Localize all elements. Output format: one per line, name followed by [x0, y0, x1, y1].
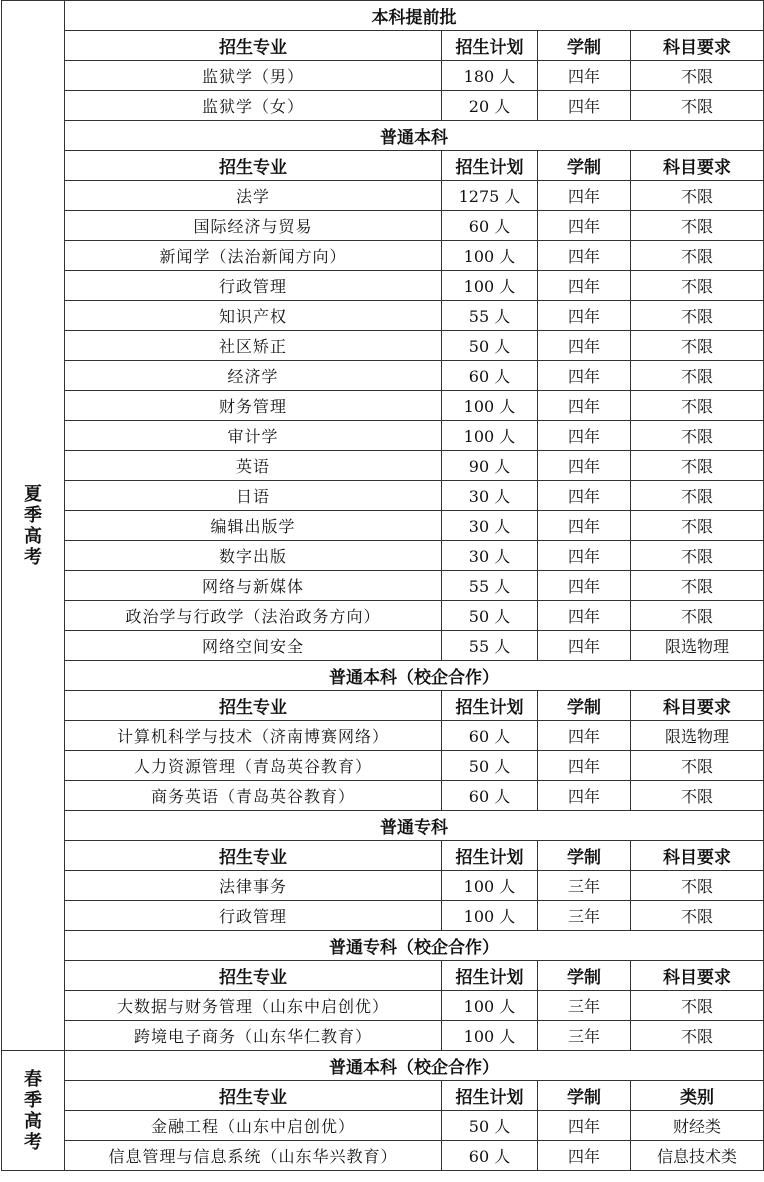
header-plan: 招生计划	[442, 841, 538, 871]
header-category: 类别	[631, 1081, 764, 1111]
plan-cell: 60 人	[442, 361, 538, 391]
section-title-row	[2, 1, 764, 31]
plan-cell: 100 人	[442, 391, 538, 421]
header-requirement: 科目要求	[631, 841, 764, 871]
plan-cell: 100 人	[442, 241, 538, 271]
header-plan: 招生计划	[442, 31, 538, 61]
requirement-cell: 不限	[631, 451, 764, 481]
requirement-cell: 不限	[631, 211, 764, 241]
category-char: 考	[24, 1131, 42, 1153]
section-title: 普通本科（校企合作）	[65, 1051, 764, 1081]
header-major: 招生专业	[65, 1081, 442, 1111]
major-cell: 日语	[65, 481, 442, 511]
duration-cell: 四年	[538, 301, 631, 331]
header-duration: 学制	[538, 691, 631, 721]
table-row	[2, 571, 764, 601]
plan-cell: 50 人	[442, 1111, 538, 1141]
table-row	[2, 391, 764, 421]
section-title-row	[2, 121, 764, 151]
major-cell: 跨境电子商务（山东华仁教育）	[65, 1021, 442, 1051]
requirement-cell: 限选物理	[631, 721, 764, 751]
header-duration: 学制	[538, 1081, 631, 1111]
duration-cell: 四年	[538, 61, 631, 91]
plan-cell: 55 人	[442, 631, 538, 661]
header-duration: 学制	[538, 961, 631, 991]
header-plan: 招生计划	[442, 691, 538, 721]
category-char: 季	[24, 1089, 42, 1111]
requirement-cell: 不限	[631, 781, 764, 811]
major-cell: 法律事务	[65, 871, 442, 901]
category-char: 春	[24, 1068, 42, 1090]
plan-cell: 100 人	[442, 991, 538, 1021]
duration-cell: 四年	[538, 391, 631, 421]
requirement-cell: 不限	[631, 541, 764, 571]
major-cell: 财务管理	[65, 391, 442, 421]
header-major: 招生专业	[65, 841, 442, 871]
plan-cell: 100 人	[442, 1021, 538, 1051]
table-row	[2, 481, 764, 511]
header-plan: 招生计划	[442, 961, 538, 991]
header-duration: 学制	[538, 31, 631, 61]
major-cell: 知识产权	[65, 301, 442, 331]
header-requirement: 科目要求	[631, 31, 764, 61]
requirement-cell: 不限	[631, 421, 764, 451]
requirement-cell: 不限	[631, 511, 764, 541]
header-plan: 招生计划	[442, 151, 538, 181]
table-row	[2, 991, 764, 1021]
major-cell: 行政管理	[65, 271, 442, 301]
major-cell: 计算机科学与技术（济南博赛网络）	[65, 721, 442, 751]
table-row	[2, 451, 764, 481]
header-requirement: 科目要求	[631, 961, 764, 991]
plan-cell: 55 人	[442, 301, 538, 331]
major-cell: 政治学与行政学（法治政务方向）	[65, 601, 442, 631]
requirement-cell: 不限	[631, 241, 764, 271]
header-major: 招生专业	[65, 151, 442, 181]
header-plan: 招生计划	[442, 1081, 538, 1111]
requirement-cell: 不限	[631, 601, 764, 631]
major-cell: 监狱学（女）	[65, 91, 442, 121]
plan-cell: 30 人	[442, 541, 538, 571]
header-requirement: 科目要求	[631, 151, 764, 181]
requirement-cell: 不限	[631, 481, 764, 511]
major-cell: 法学	[65, 181, 442, 211]
header-major: 招生专业	[65, 691, 442, 721]
duration-cell: 四年	[538, 631, 631, 661]
major-cell: 行政管理	[65, 901, 442, 931]
table-row	[2, 1111, 764, 1141]
table-row	[2, 1141, 764, 1171]
major-cell: 编辑出版学	[65, 511, 442, 541]
duration-cell: 三年	[538, 871, 631, 901]
plan-cell: 60 人	[442, 781, 538, 811]
category-char: 考	[24, 546, 42, 568]
duration-cell: 四年	[538, 271, 631, 301]
section-title-row	[2, 931, 764, 961]
table-row	[2, 61, 764, 91]
header-duration: 学制	[538, 151, 631, 181]
table-row	[2, 331, 764, 361]
category-char: 夏	[24, 483, 42, 505]
requirement-cell: 不限	[631, 571, 764, 601]
table-row	[2, 271, 764, 301]
duration-cell: 四年	[538, 721, 631, 751]
duration-cell: 四年	[538, 421, 631, 451]
major-cell: 大数据与财务管理（山东中启创优）	[65, 991, 442, 1021]
plan-cell: 100 人	[442, 901, 538, 931]
requirement-cell: 不限	[631, 991, 764, 1021]
plan-cell: 180 人	[442, 61, 538, 91]
column-header-row	[2, 691, 764, 721]
column-header-row	[2, 151, 764, 181]
major-cell: 网络与新媒体	[65, 571, 442, 601]
duration-cell: 四年	[538, 511, 631, 541]
table-row	[2, 901, 764, 931]
major-cell: 商务英语（青岛英谷教育）	[65, 781, 442, 811]
table-row	[2, 511, 764, 541]
duration-cell: 四年	[538, 751, 631, 781]
table-row	[2, 751, 764, 781]
major-cell: 人力资源管理（青岛英谷教育）	[65, 751, 442, 781]
plan-cell: 1275 人	[442, 181, 538, 211]
section-title: 本科提前批	[65, 1, 764, 31]
table-body	[2, 1, 764, 1171]
table-row	[2, 871, 764, 901]
duration-cell: 三年	[538, 1021, 631, 1051]
category-char: 季	[24, 504, 42, 526]
plan-cell: 100 人	[442, 421, 538, 451]
plan-cell: 60 人	[442, 1141, 538, 1171]
major-cell: 金融工程（山东中启创优）	[65, 1111, 442, 1141]
duration-cell: 四年	[538, 1111, 631, 1141]
requirement-cell: 不限	[631, 301, 764, 331]
duration-cell: 四年	[538, 181, 631, 211]
section-title: 普通本科（校企合作）	[65, 661, 764, 691]
plan-cell: 20 人	[442, 91, 538, 121]
table-row	[2, 241, 764, 271]
header-requirement: 科目要求	[631, 691, 764, 721]
plan-cell: 100 人	[442, 271, 538, 301]
major-cell: 新闻学（法治新闻方向）	[65, 241, 442, 271]
table-row	[2, 781, 764, 811]
requirement-cell: 不限	[631, 1021, 764, 1051]
table-row	[2, 631, 764, 661]
duration-cell: 四年	[538, 91, 631, 121]
column-header-row	[2, 1081, 764, 1111]
table-row	[2, 181, 764, 211]
category-char: 高	[24, 1110, 42, 1132]
requirement-cell: 不限	[631, 91, 764, 121]
duration-cell: 四年	[538, 211, 631, 241]
table-row	[2, 211, 764, 241]
table-row	[2, 1021, 764, 1051]
major-cell: 监狱学（男）	[65, 61, 442, 91]
plan-cell: 30 人	[442, 481, 538, 511]
requirement-cell: 信息技术类	[631, 1141, 764, 1171]
major-cell: 经济学	[65, 361, 442, 391]
plan-cell: 30 人	[442, 511, 538, 541]
duration-cell: 四年	[538, 571, 631, 601]
duration-cell: 四年	[538, 601, 631, 631]
header-major: 招生专业	[65, 961, 442, 991]
plan-cell: 50 人	[442, 331, 538, 361]
requirement-cell: 不限	[631, 331, 764, 361]
column-header-row	[2, 841, 764, 871]
section-title-row	[2, 661, 764, 691]
duration-cell: 四年	[538, 781, 631, 811]
plan-cell: 100 人	[442, 871, 538, 901]
table-row	[2, 361, 764, 391]
section-title: 普通专科（校企合作）	[65, 931, 764, 961]
table-row	[2, 421, 764, 451]
section-title: 普通本科	[65, 121, 764, 151]
plan-cell: 60 人	[442, 211, 538, 241]
duration-cell: 四年	[538, 541, 631, 571]
plan-cell: 50 人	[442, 601, 538, 631]
duration-cell: 四年	[538, 481, 631, 511]
table-row	[2, 91, 764, 121]
section-title-row	[2, 811, 764, 841]
major-cell: 数字出版	[65, 541, 442, 571]
requirement-cell: 不限	[631, 751, 764, 781]
header-duration: 学制	[538, 841, 631, 871]
plan-cell: 50 人	[442, 751, 538, 781]
summer-category-cell	[2, 1, 65, 1051]
major-cell: 社区矫正	[65, 331, 442, 361]
requirement-cell: 不限	[631, 871, 764, 901]
section-title-row	[2, 1051, 764, 1081]
plan-cell: 90 人	[442, 451, 538, 481]
major-cell: 审计学	[65, 421, 442, 451]
table-row	[2, 301, 764, 331]
duration-cell: 三年	[538, 901, 631, 931]
section-title: 普通专科	[65, 811, 764, 841]
requirement-cell: 不限	[631, 901, 764, 931]
major-cell: 信息管理与信息系统（山东华兴教育）	[65, 1141, 442, 1171]
requirement-cell: 不限	[631, 181, 764, 211]
duration-cell: 三年	[538, 991, 631, 1021]
duration-cell: 四年	[538, 451, 631, 481]
requirement-cell: 不限	[631, 391, 764, 421]
admission-plan-table	[1, 0, 764, 1171]
requirement-cell: 不限	[631, 271, 764, 301]
duration-cell: 四年	[538, 1141, 631, 1171]
spring-category-cell	[2, 1051, 65, 1171]
plan-cell: 55 人	[442, 571, 538, 601]
requirement-cell: 财经类	[631, 1111, 764, 1141]
category-char: 高	[24, 525, 42, 547]
major-cell: 国际经济与贸易	[65, 211, 442, 241]
major-cell: 英语	[65, 451, 442, 481]
requirement-cell: 限选物理	[631, 631, 764, 661]
table-row	[2, 541, 764, 571]
requirement-cell: 不限	[631, 61, 764, 91]
column-header-row	[2, 31, 764, 61]
table-row	[2, 721, 764, 751]
duration-cell: 四年	[538, 331, 631, 361]
table-row	[2, 601, 764, 631]
duration-cell: 四年	[538, 361, 631, 391]
header-major: 招生专业	[65, 31, 442, 61]
column-header-row	[2, 961, 764, 991]
duration-cell: 四年	[538, 241, 631, 271]
major-cell: 网络空间安全	[65, 631, 442, 661]
plan-cell: 60 人	[442, 721, 538, 751]
requirement-cell: 不限	[631, 361, 764, 391]
